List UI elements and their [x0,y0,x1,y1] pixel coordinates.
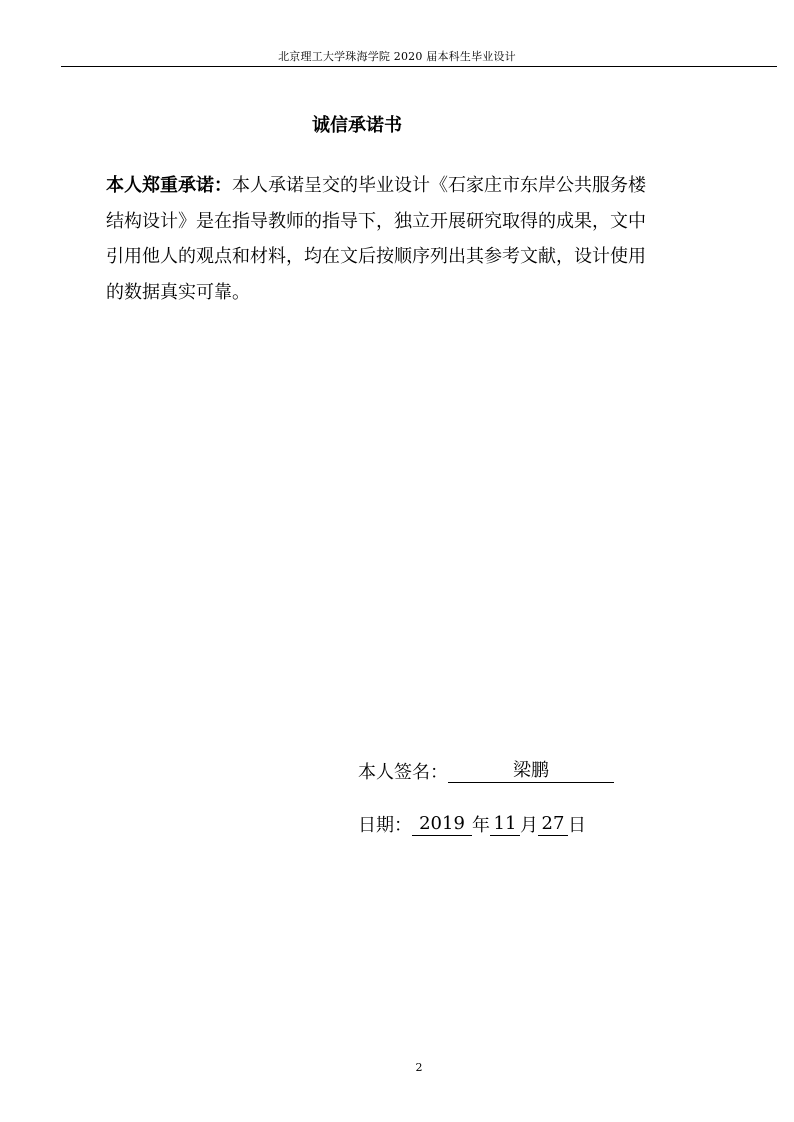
date-month-unit: 月 [520,815,538,836]
date-year: 2019 [412,813,472,836]
header-divider [61,66,777,67]
date-month: 11 [490,813,520,836]
document-title: 诚信承诺书 [312,115,402,136]
signature-name: 梁鹏 [448,760,614,783]
signature-line [358,760,614,786]
page-number: 2 [415,1061,423,1074]
signature-label: 本人签名： [358,762,448,783]
date-day: 27 [538,813,568,836]
date-label: 日期： [358,815,412,836]
pledge-paragraph [106,168,646,310]
date-year-unit: 年 [472,815,490,836]
running-header: 北京理工大学珠海学院 2020 届本科生毕业设计 [278,50,516,63]
pledge-lead: 本人郑重承诺： [106,175,232,196]
date-line [358,813,586,839]
pledge-body: 本人承诺呈交的毕业设计《石家庄市东岸公共服务楼结构设计》是在指导教师的指导下，独立开展研究取得的成果，文中引用他人的观点和材料，均在文后按顺序列出其参考文献，设计使用的数据真实可靠。 [106,175,646,303]
date-day-unit: 日 [568,815,586,836]
